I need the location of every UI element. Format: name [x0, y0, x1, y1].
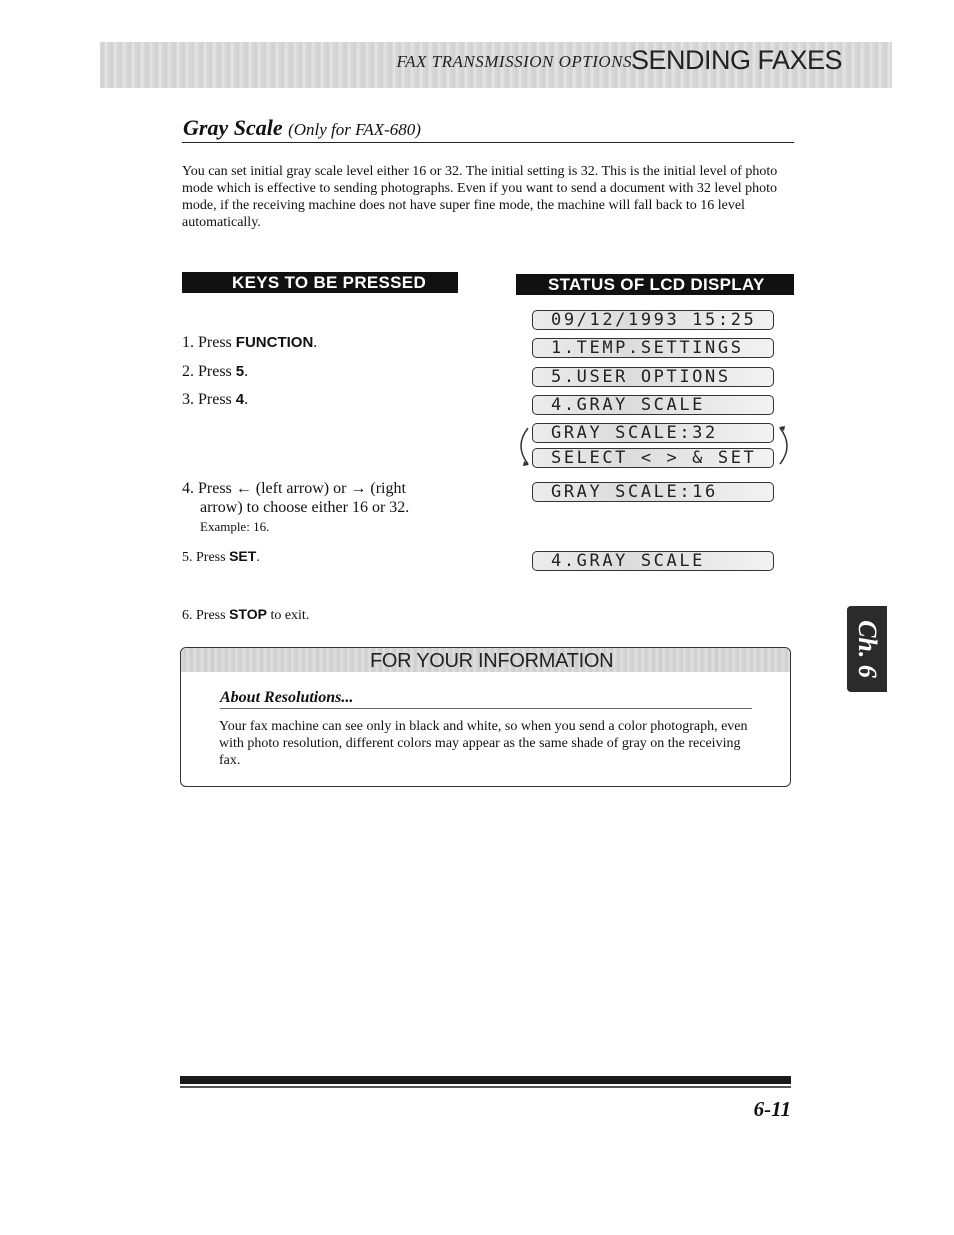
lcd-display-select-prompt: SELECT < > & SET [532, 448, 774, 468]
step-text: Press [196, 550, 230, 565]
footer-bar [180, 1076, 791, 1084]
header-section-title: FAX TRANSMISSION OPTIONS [396, 52, 632, 71]
section-title [183, 114, 421, 144]
step-number: 2. [182, 363, 194, 380]
footer-thin-rule [180, 1086, 791, 1088]
key-stop: STOP [229, 606, 267, 622]
step-4 [182, 479, 482, 536]
lcd-display-user-options: 5.USER OPTIONS [532, 367, 774, 387]
step-end: . [256, 550, 260, 565]
lcd-display-temp-settings: 1.TEMP.SETTINGS [532, 338, 774, 358]
key-4: 4 [235, 391, 245, 408]
key-set: SET [229, 548, 257, 564]
step-number: 5. [182, 550, 193, 565]
step-text: Press [196, 608, 230, 623]
section-title-subtitle: (Only for FAX-680) [288, 120, 421, 139]
step-end: to exit. [266, 608, 310, 623]
step-text: Press [198, 363, 236, 380]
lcd-display-gray-scale-menu: 4.GRAY SCALE [532, 395, 774, 415]
info-box-rule [220, 708, 752, 709]
alternating-arrow-left-icon [508, 424, 534, 468]
lcd-display-gray-scale-final: 4.GRAY SCALE [532, 551, 774, 571]
info-box-body: Your fax machine can see only in black and white, so when you send a color photograph, even with photo resolution, different colors may appear as the same shade of gray on the receiving fax. [219, 719, 748, 768]
step-5 [182, 547, 260, 567]
page-number: 6-11 [753, 1097, 791, 1121]
step-text-line-2: arrow) to choose either 16 or 32. [200, 499, 410, 516]
step-number: 4. [182, 480, 194, 497]
step-end: . [244, 391, 249, 408]
keys-column-header: KEYS TO BE PRESSED [182, 272, 458, 293]
step-number: 1. [182, 334, 194, 351]
alternating-arrow-right-icon [774, 424, 800, 468]
step-number: 3. [182, 391, 194, 408]
step-example: Example: 16. [200, 519, 270, 534]
step-number: 6. [182, 608, 193, 623]
step-6 [182, 605, 309, 625]
step-3 [182, 390, 248, 409]
key-function: FUNCTION [235, 334, 314, 351]
intro-paragraph: You can set initial gray scale level either 16 or 32. The initial setting is 32. This is the initial level of photo mode which is effective to sending photographs. Even if you want to send a document with 32 level photo mode, if the receiving machine does not have super fine mode, the machine will fall back to 16 level automatically. [182, 164, 778, 230]
chapter-tab [847, 606, 887, 692]
key-5: 5 [235, 363, 245, 380]
chapter-tab-label: Ch. 6 [853, 620, 882, 678]
step-text: Press [198, 334, 236, 351]
info-box-title: FOR YOUR INFORMATION [370, 650, 614, 672]
header-chapter-title: SENDING FAXES [630, 45, 842, 75]
lcd-display-date: 09/12/1993 15:25 [532, 310, 774, 330]
status-column-header: STATUS OF LCD DISPLAY [516, 274, 794, 295]
lcd-display-gray-scale-16: GRAY SCALE:16 [532, 482, 774, 502]
step-1 [182, 333, 317, 352]
step-end: . [244, 363, 249, 380]
section-title-main: Gray Scale [183, 115, 283, 140]
info-box-subtitle: About Resolutions... [220, 689, 354, 706]
step-end: . [313, 334, 318, 351]
step-text-line-1: Press ← (left arrow) or → (right [198, 480, 406, 497]
lcd-display-gray-scale-32: GRAY SCALE:32 [532, 423, 774, 443]
title-underline [182, 142, 794, 143]
step-2 [182, 362, 248, 381]
step-text: Press [198, 391, 236, 408]
